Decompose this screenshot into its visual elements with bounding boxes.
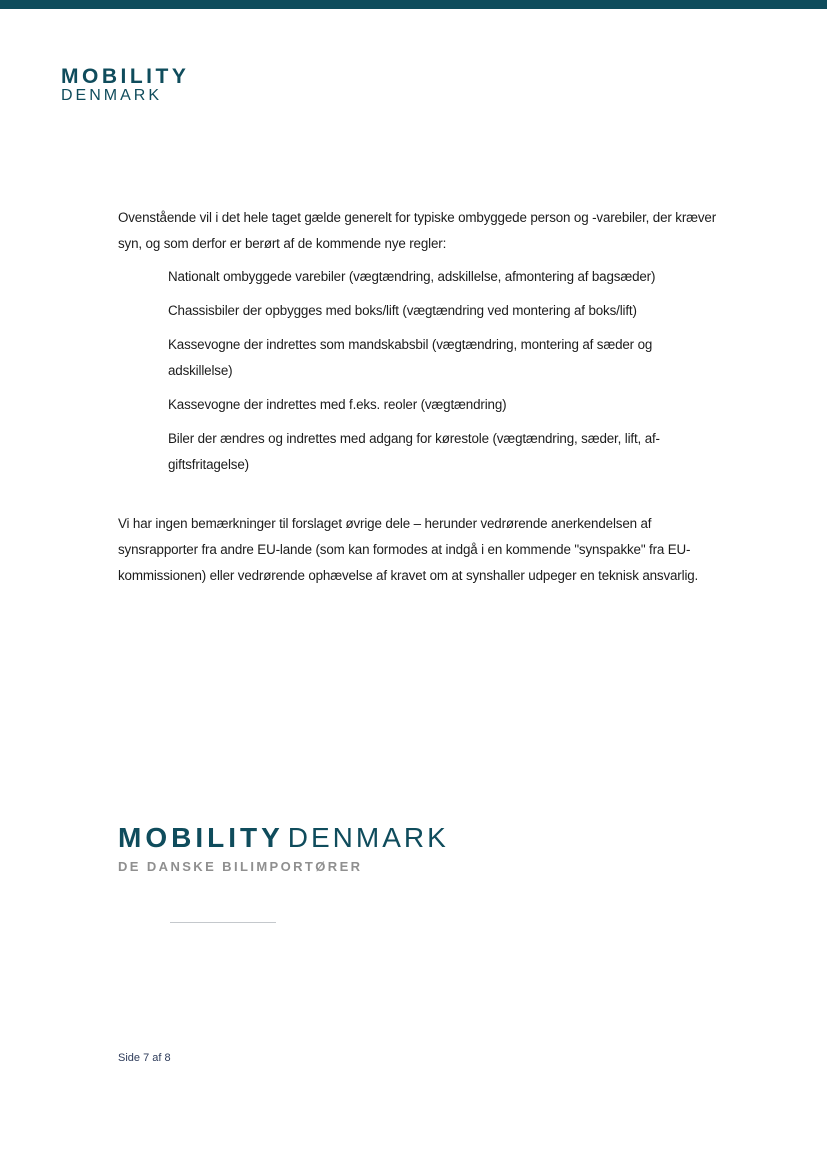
letter-body (118, 205, 718, 589)
list-item: Biler der ændres og indrettes med adgang for kørestole (vægtændring, sæder, lift, af-giftsfritagelse) (168, 431, 660, 472)
header-logo-denmark: DENMARK (61, 87, 163, 104)
signature-subtitle: DE DANSKE BILIMPORTØRER (118, 859, 363, 874)
signature-line (170, 922, 276, 923)
header-logo-mobility: MOBILITY (61, 65, 190, 88)
list-item: Chassisbiler der opbygges med boks/lift (vægtændring ved montering af boks/lift) (168, 303, 637, 318)
second-paragraph: Vi har ingen bemærkninger til forslaget øvrige dele – herunder vedrørende anerkendelsen af synsrapporter fra andre EU-lande (som kan formodes at indgå i en kommende "synspakke" fra EU-kommissionen) eller vedrørende ophævelse af kravet om at synshaller udpeger en teknisk ansvarlig. (118, 516, 699, 583)
list-item: Kassevogne der indrettes som mandskabsbil (vægtændring, montering af sæder og adskillelse) (168, 337, 653, 378)
signature-logo-denmark: DENMARK (287, 822, 449, 853)
intro-paragraph: Ovenstående vil i det hele taget gælde generelt for typiske ombyggede person og -varebiler, der kræver syn, og som derfor er berørt af de kommende nye regler: (118, 210, 717, 251)
header-logo (61, 66, 189, 104)
list-item: Nationalt ombyggede varebiler (vægtændring, adskillelse, afmontering af bagsæder) (168, 269, 656, 284)
page-number: Side 7 af 8 (118, 1052, 171, 1064)
top-accent-bar (0, 0, 827, 9)
signature-logo-mobility: MOBILITY (118, 822, 284, 853)
signature-logo (118, 824, 449, 873)
list-item: Kassevogne der indrettes med f.eks. reoler (vægtændring) (168, 397, 507, 412)
